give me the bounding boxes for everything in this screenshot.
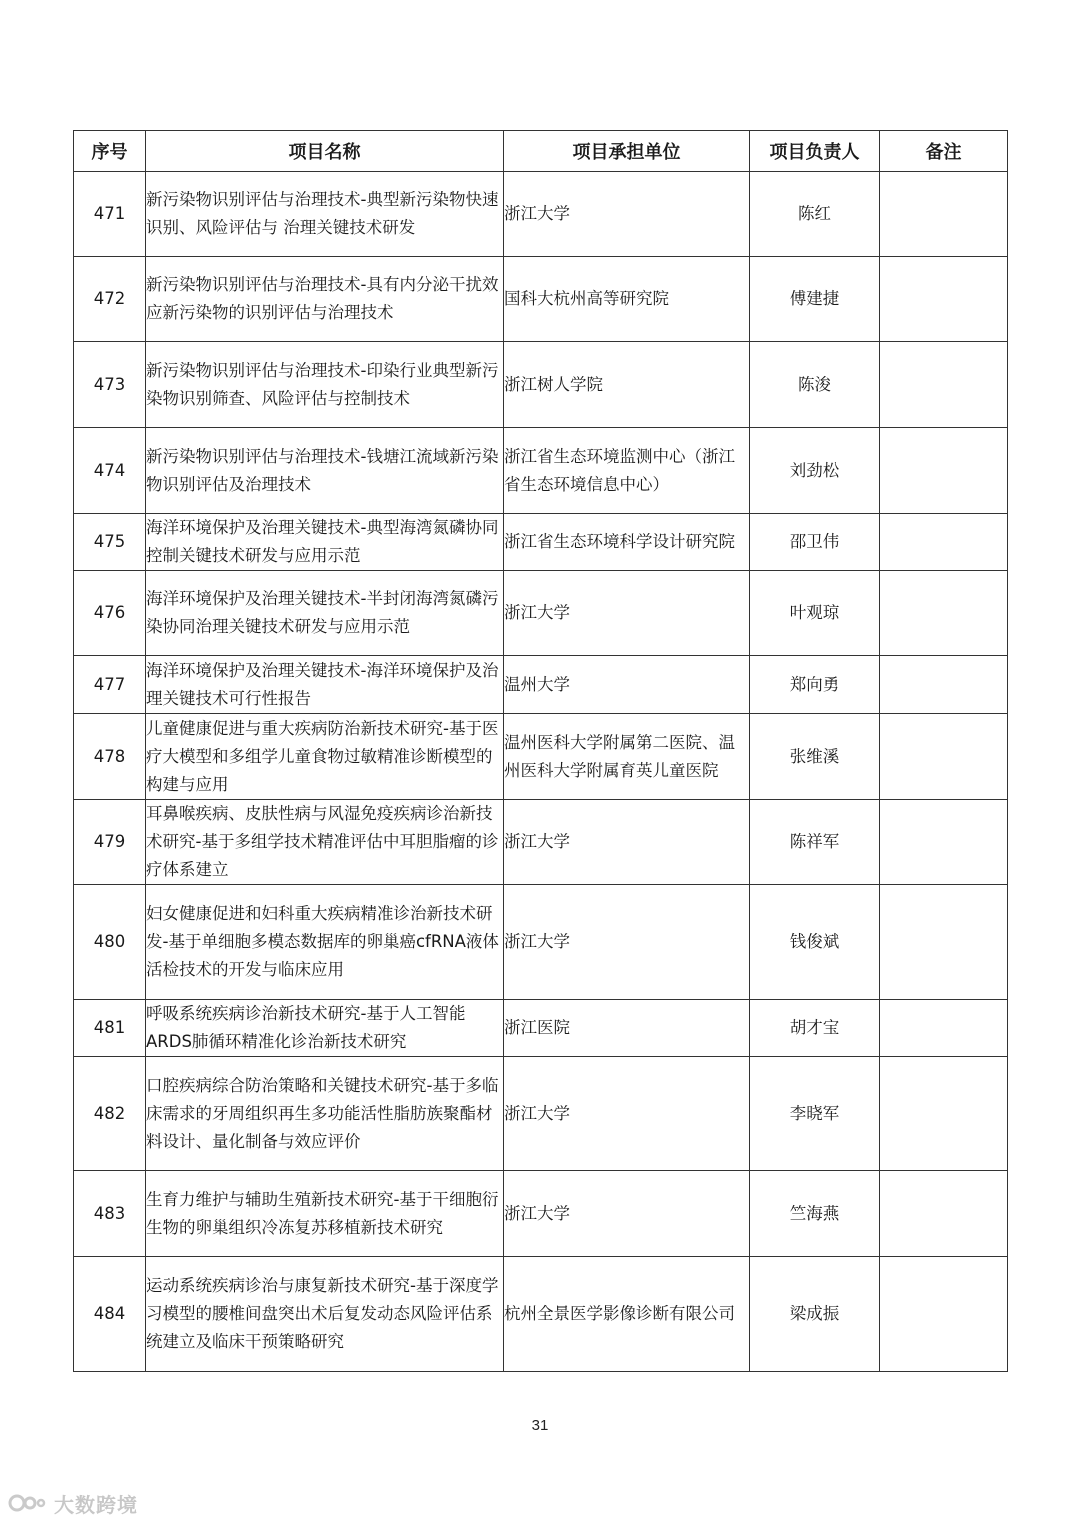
cell-leader: 陈祥军 [750, 800, 880, 885]
cell-leader: 郑向勇 [750, 656, 880, 714]
cell-note [880, 1000, 1008, 1057]
cell-index: 483 [74, 1171, 146, 1257]
table-row [74, 514, 1008, 571]
cell-note [880, 714, 1008, 800]
cell-note [880, 514, 1008, 571]
cell-unit: 浙江大学 [504, 800, 750, 885]
cell-note [880, 1171, 1008, 1257]
cell-unit: 浙江医院 [504, 1000, 750, 1057]
header-unit: 项目承担单位 [504, 131, 750, 172]
page-number: 31 [531, 1417, 549, 1434]
cell-unit: 浙江省生态环境监测中心（浙江省生态环境信息中心） [504, 428, 750, 514]
cell-note [880, 428, 1008, 514]
cell-leader: 陈红 [750, 172, 880, 257]
cell-index: 484 [74, 1257, 146, 1372]
table-row [74, 1257, 1008, 1372]
cell-project-name: 儿童健康促进与重大疾病防治新技术研究-基于医疗大模型和多组学儿童食物过敏精准诊断模型的构建与应用 [146, 714, 504, 800]
cell-project-name: 新污染物识别评估与治理技术-印染行业典型新污染物识别筛查、风险评估与控制技术 [146, 342, 504, 428]
table-row [74, 885, 1008, 1000]
table-row [74, 428, 1008, 514]
cell-project-name: 生育力维护与辅助生殖新技术研究-基于干细胞衍生物的卵巢组织冷冻复苏移植新技术研究 [146, 1171, 504, 1257]
cell-index: 475 [74, 514, 146, 571]
cell-note [880, 1057, 1008, 1171]
watermark-logo-icon [8, 1491, 48, 1515]
table-row [74, 1057, 1008, 1171]
table-row [74, 571, 1008, 656]
table-row [74, 342, 1008, 428]
cell-note [880, 1257, 1008, 1372]
cell-leader: 张维溪 [750, 714, 880, 800]
cell-project-name: 耳鼻喉疾病、皮肤性病与风湿免疫疾病诊治新技术研究-基于多组学技术精准评估中耳胆脂瘤的诊疗体系建立 [146, 800, 504, 885]
cell-unit: 浙江大学 [504, 571, 750, 656]
cell-index: 471 [74, 172, 146, 257]
table-row [74, 257, 1008, 342]
cell-leader: 叶观琼 [750, 571, 880, 656]
cell-note [880, 656, 1008, 714]
cell-index: 476 [74, 571, 146, 656]
cell-leader: 傅建捷 [750, 257, 880, 342]
project-table [73, 130, 1008, 1372]
cell-note [880, 342, 1008, 428]
cell-unit: 温州大学 [504, 656, 750, 714]
cell-index: 477 [74, 656, 146, 714]
cell-project-name: 新污染物识别评估与治理技术-具有内分泌干扰效应新污染物的识别评估与治理技术 [146, 257, 504, 342]
cell-leader: 李晓军 [750, 1057, 880, 1171]
cell-index: 472 [74, 257, 146, 342]
cell-note [880, 571, 1008, 656]
cell-project-name: 口腔疾病综合防治策略和关键技术研究-基于多临床需求的牙周组织再生多功能活性脂肪族聚酯材料设计、量化制备与效应评价 [146, 1057, 504, 1171]
header-note: 备注 [880, 131, 1008, 172]
cell-note [880, 800, 1008, 885]
cell-unit: 浙江大学 [504, 885, 750, 1000]
table-row [74, 172, 1008, 257]
cell-leader: 胡才宝 [750, 1000, 880, 1057]
cell-unit: 温州医科大学附属第二医院、温州医科大学附属育英儿童医院 [504, 714, 750, 800]
header-name: 项目名称 [146, 131, 504, 172]
cell-index: 473 [74, 342, 146, 428]
cell-index: 478 [74, 714, 146, 800]
cell-index: 480 [74, 885, 146, 1000]
cell-index: 482 [74, 1057, 146, 1171]
cell-index: 479 [74, 800, 146, 885]
table-row [74, 656, 1008, 714]
cell-leader: 钱俊斌 [750, 885, 880, 1000]
table-row [74, 800, 1008, 885]
cell-leader: 邵卫伟 [750, 514, 880, 571]
cell-note [880, 257, 1008, 342]
cell-unit: 浙江大学 [504, 1171, 750, 1257]
table-row [74, 1171, 1008, 1257]
table-header-row [74, 131, 1008, 172]
cell-unit: 杭州全景医学影像诊断有限公司 [504, 1257, 750, 1372]
header-index: 序号 [74, 131, 146, 172]
cell-unit: 浙江大学 [504, 1057, 750, 1171]
cell-unit: 浙江大学 [504, 172, 750, 257]
cell-project-name: 海洋环境保护及治理关键技术-海洋环境保护及治理关键技术可行性报告 [146, 656, 504, 714]
watermark [8, 1488, 138, 1518]
cell-project-name: 运动系统疾病诊治与康复新技术研究-基于深度学习模型的腰椎间盘突出术后复发动态风险评估系统建立及临床干预策略研究 [146, 1257, 504, 1372]
cell-note [880, 885, 1008, 1000]
cell-leader: 竺海燕 [750, 1171, 880, 1257]
table-row [74, 714, 1008, 800]
cell-unit: 浙江省生态环境科学设计研究院 [504, 514, 750, 571]
cell-project-name: 新污染物识别评估与治理技术-典型新污染物快速识别、风险评估与 治理关键技术研发 [146, 172, 504, 257]
cell-index: 481 [74, 1000, 146, 1057]
cell-note [880, 172, 1008, 257]
cell-project-name: 呼吸系统疾病诊治新技术研究-基于人工智能ARDS肺循环精准化诊治新技术研究 [146, 1000, 504, 1057]
watermark-text: 大数跨境 [54, 1492, 138, 1517]
cell-index: 474 [74, 428, 146, 514]
header-leader: 项目负责人 [750, 131, 880, 172]
cell-project-name: 妇女健康促进和妇科重大疾病精准诊治新技术研发-基于单细胞多模态数据库的卵巢癌cfRNA液体活检技术的开发与临床应用 [146, 885, 504, 1000]
cell-project-name: 海洋环境保护及治理关键技术-半封闭海湾氮磷污染协同治理关键技术研发与应用示范 [146, 571, 504, 656]
cell-project-name: 海洋环境保护及治理关键技术-典型海湾氮磷协同控制关键技术研发与应用示范 [146, 514, 504, 571]
cell-leader: 陈浚 [750, 342, 880, 428]
table-row [74, 1000, 1008, 1057]
cell-leader: 梁成振 [750, 1257, 880, 1372]
cell-project-name: 新污染物识别评估与治理技术-钱塘江流域新污染物识别评估及治理技术 [146, 428, 504, 514]
cell-leader: 刘劲松 [750, 428, 880, 514]
cell-unit: 国科大杭州高等研究院 [504, 257, 750, 342]
cell-unit: 浙江树人学院 [504, 342, 750, 428]
